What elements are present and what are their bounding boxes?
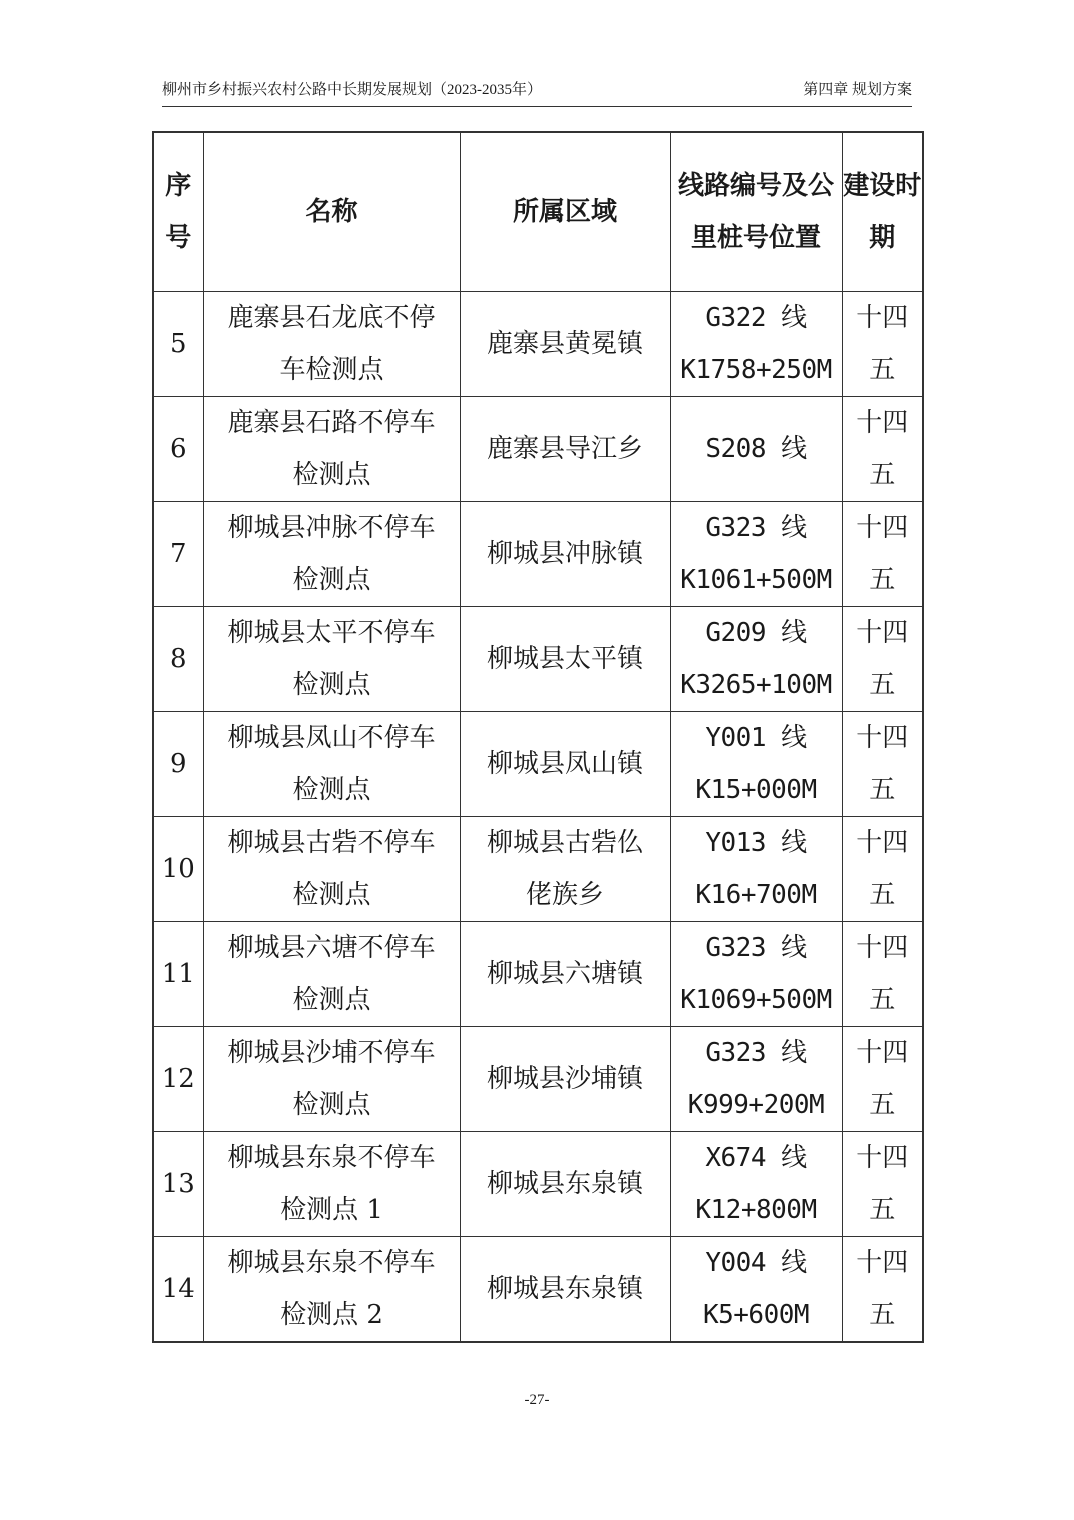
- column-header-period: [842, 132, 923, 292]
- cell-period: [842, 292, 923, 397]
- cell-text-line: K1069+500M: [680, 985, 832, 1015]
- cell-text-line: 检测点: [292, 880, 371, 910]
- cell-text-line: G322 线: [705, 303, 807, 333]
- cell-text-line: 柳城县太平镇: [486, 644, 643, 674]
- cell-route: [670, 502, 842, 607]
- cell-text-line: 柳城县凤山镇: [486, 749, 643, 779]
- cell-number: 10: [153, 817, 203, 922]
- page-number: -27-: [524, 1392, 550, 1408]
- page-header: [162, 78, 912, 100]
- cell-name: [203, 1237, 460, 1343]
- cell-period: [842, 397, 923, 502]
- cell-text-line: 检测点: [292, 1090, 371, 1120]
- cell-region: [460, 292, 670, 397]
- cell-text-line: 检测点: [292, 985, 371, 1015]
- cell-text-line: G323 线: [705, 1038, 807, 1068]
- cell-period: [842, 1237, 923, 1343]
- cell-period: [842, 922, 923, 1027]
- cell-text-line: 柳城县太平不停车: [227, 618, 436, 648]
- cell-region: [460, 607, 670, 712]
- header-text-line: 置: [795, 223, 822, 253]
- table-row: [153, 817, 923, 922]
- column-header-number: [153, 132, 203, 292]
- cell-text-line: K1061+500M: [680, 565, 832, 595]
- cell-text-line: 五: [869, 1195, 896, 1225]
- cell-name: [203, 922, 460, 1027]
- cell-period: [842, 817, 923, 922]
- table-header-row: [153, 132, 923, 292]
- table-row: [153, 397, 923, 502]
- cell-text-line: G323 线: [705, 513, 807, 543]
- cell-number: 8: [153, 607, 203, 712]
- cell-period: [842, 1027, 923, 1132]
- cell-region: [460, 712, 670, 817]
- cell-text-line: K15+000M: [695, 775, 817, 805]
- cell-name: [203, 1027, 460, 1132]
- cell-route: [670, 292, 842, 397]
- cell-text-line: 十四: [856, 1143, 909, 1173]
- header-text-line: 线路编号及: [677, 171, 808, 201]
- cell-text-line: 柳城县冲脉镇: [486, 539, 643, 569]
- table-row: [153, 292, 923, 397]
- cell-route: [670, 922, 842, 1027]
- cell-text-line: K1758+250M: [680, 355, 832, 385]
- cell-text-line: 十四: [856, 408, 909, 438]
- cell-name: [203, 502, 460, 607]
- cell-text-line: 十四: [856, 933, 909, 963]
- cell-text-line: G323 线: [705, 933, 807, 963]
- cell-region: [460, 1027, 670, 1132]
- cell-text-line: Y013 线: [705, 828, 807, 858]
- table-row: [153, 1027, 923, 1132]
- cell-period: [842, 1132, 923, 1237]
- cell-name: [203, 292, 460, 397]
- cell-route: [670, 712, 842, 817]
- cell-text-line: K16+700M: [695, 880, 817, 910]
- cell-text-line: 五: [869, 1090, 896, 1120]
- cell-text-line: 柳城县东泉不停车: [227, 1143, 436, 1173]
- cell-text-line: 十四: [856, 1038, 909, 1068]
- table-row: [153, 1237, 923, 1343]
- cell-text-line: 十四: [856, 1248, 909, 1278]
- cell-text-line: 五: [869, 565, 896, 595]
- cell-text-line: 检测点: [292, 565, 371, 595]
- cell-text-line: 十四: [856, 828, 909, 858]
- header-divider: [162, 106, 912, 107]
- cell-text-line: Y001 线: [705, 723, 807, 753]
- table-row: [153, 607, 923, 712]
- cell-region: [460, 1237, 670, 1343]
- cell-text-line: 柳城县东泉镇: [486, 1274, 643, 1304]
- cell-region: [460, 502, 670, 607]
- cell-period: [842, 607, 923, 712]
- cell-text-line: 五: [869, 775, 896, 805]
- cell-text-line: 鹿寨县黄冕镇: [486, 329, 643, 359]
- cell-period: [842, 502, 923, 607]
- checkpoint-table: [152, 131, 924, 1343]
- cell-text-line: 五: [869, 355, 896, 385]
- cell-text-line: 佬族乡: [525, 880, 604, 910]
- cell-text-line: 车检测点: [279, 355, 384, 385]
- cell-text-line: 柳城县六塘镇: [486, 959, 643, 989]
- column-header-region: [460, 132, 670, 292]
- cell-number: 12: [153, 1027, 203, 1132]
- column-header-name: [203, 132, 460, 292]
- cell-text-line: 检测点: [292, 670, 371, 700]
- cell-text-line: 十四: [856, 303, 909, 333]
- table-row: [153, 712, 923, 817]
- header-text-line: 序: [165, 171, 192, 201]
- cell-text-line: 五: [869, 880, 896, 910]
- header-text-line: 建设: [843, 171, 896, 201]
- cell-text-line: 五: [869, 985, 896, 1015]
- cell-route: [670, 1237, 842, 1343]
- cell-route: [670, 1132, 842, 1237]
- cell-name: [203, 607, 460, 712]
- document-title: 柳州市乡村振兴农村公路中长期发展规划（2023-2035年）: [162, 82, 542, 98]
- header-text-line: 公里桩号位: [690, 171, 835, 253]
- header-text-line: 名称: [305, 197, 358, 227]
- cell-route: [670, 607, 842, 712]
- cell-text-line: 五: [869, 670, 896, 700]
- cell-text-line: K5+600M: [702, 1300, 810, 1330]
- header-text-line: 所属区域: [512, 197, 617, 227]
- table-row: [153, 1132, 923, 1237]
- cell-name: [203, 397, 460, 502]
- cell-text-line: 检测点 2: [280, 1300, 383, 1330]
- cell-text-line: 柳城县东泉不停车: [227, 1248, 436, 1278]
- cell-route: [670, 397, 842, 502]
- cell-region: [460, 1132, 670, 1237]
- cell-text-line: 鹿寨县石龙底不停: [227, 303, 436, 333]
- table-body: [153, 292, 923, 1343]
- cell-text-line: S208 线: [705, 434, 807, 464]
- cell-text-line: 柳城县东泉镇: [486, 1169, 643, 1199]
- cell-region: [460, 397, 670, 502]
- cell-text-line: 检测点: [292, 460, 371, 490]
- cell-region: [460, 817, 670, 922]
- cell-text-line: 十四: [856, 513, 909, 543]
- cell-text-line: 五: [869, 460, 896, 490]
- cell-text-line: 十四: [856, 618, 909, 648]
- cell-number: 14: [153, 1237, 203, 1343]
- cell-text-line: 柳城县六塘不停车: [227, 933, 436, 963]
- cell-number: 13: [153, 1132, 203, 1237]
- column-header-route: [670, 132, 842, 292]
- cell-text-line: 检测点 1: [280, 1195, 383, 1225]
- cell-number: 7: [153, 502, 203, 607]
- cell-number: 11: [153, 922, 203, 1027]
- cell-text-line: Y004 线: [705, 1248, 807, 1278]
- cell-text-line: 柳城县古砦不停车: [227, 828, 436, 858]
- cell-text-line: K12+800M: [695, 1195, 817, 1225]
- chapter-title: 第四章 规划方案: [803, 82, 912, 98]
- header-text-line: 号: [165, 223, 192, 253]
- cell-number: 9: [153, 712, 203, 817]
- cell-period: [842, 712, 923, 817]
- cell-name: [203, 712, 460, 817]
- header-text-line: 时期: [869, 171, 922, 253]
- cell-text-line: 柳城县沙埔镇: [486, 1064, 643, 1094]
- cell-route: [670, 1027, 842, 1132]
- table-row: [153, 502, 923, 607]
- cell-text-line: 柳城县古砦仫: [486, 828, 643, 858]
- cell-name: [203, 817, 460, 922]
- table-row: [153, 922, 923, 1027]
- cell-text-line: X674 线: [705, 1143, 807, 1173]
- cell-text-line: 五: [869, 1300, 896, 1330]
- cell-text-line: G209 线: [705, 618, 807, 648]
- cell-region: [460, 922, 670, 1027]
- cell-text-line: 鹿寨县导江乡: [486, 434, 643, 464]
- cell-text-line: K3265+100M: [680, 670, 832, 700]
- cell-number: 6: [153, 397, 203, 502]
- cell-route: [670, 817, 842, 922]
- cell-text-line: 十四: [856, 723, 909, 753]
- cell-text-line: 鹿寨县石路不停车: [227, 408, 436, 438]
- cell-text-line: 柳城县冲脉不停车: [227, 513, 436, 543]
- cell-text-line: 柳城县凤山不停车: [227, 723, 436, 753]
- cell-number: 5: [153, 292, 203, 397]
- cell-name: [203, 1132, 460, 1237]
- cell-text-line: 检测点: [292, 775, 371, 805]
- cell-text-line: 柳城县沙埔不停车: [227, 1038, 436, 1068]
- cell-text-line: K999+200M: [687, 1090, 825, 1120]
